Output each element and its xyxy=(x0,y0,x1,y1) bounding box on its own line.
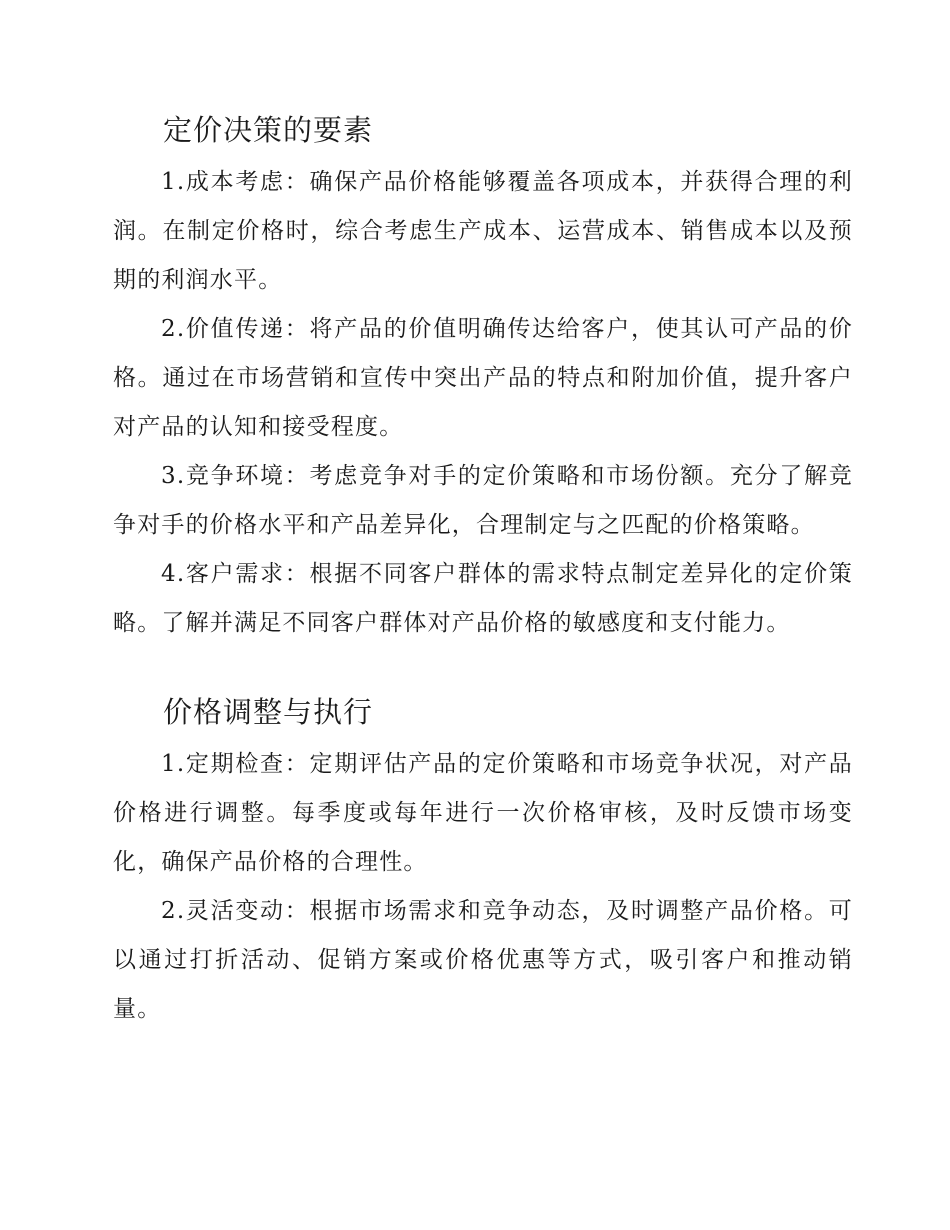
paragraph: 4.客户需求：根据不同客户群体的需求特点制定差异化的定价策略。了解并满足不同客户群体对产品价格的敏感度和支付能力。 xyxy=(113,561,853,636)
section-price-adjustment xyxy=(113,686,853,1034)
paragraph: 3.竞争环境：考虑竞争对手的定价策略和市场份额。充分了解竞争对手的价格水平和产品差异化，合理制定与之匹配的价格策略。 xyxy=(113,463,853,538)
section-heading: 定价决策的要素 xyxy=(163,113,374,147)
section-pricing-factors xyxy=(113,104,853,648)
document-page xyxy=(113,104,853,1034)
section-heading: 价格调整与执行 xyxy=(163,695,374,729)
paragraph: 2.价值传递：将产品的价值明确传达给客户，使其认可产品的价格。通过在市场营销和宣传中突出产品的特点和附加价值，提升客户对产品的认知和接受程度。 xyxy=(113,316,853,440)
paragraph: 1.定期检查：定期评估产品的定价策略和市场竞争状况，对产品价格进行调整。每季度或每年进行一次价格审核，及时反馈市场变化，确保产品价格的合理性。 xyxy=(113,751,853,875)
paragraph: 2.灵活变动：根据市场需求和竞争动态，及时调整产品价格。可以通过打折活动、促销方案或价格优惠等方式，吸引客户和推动销量。 xyxy=(113,898,853,1022)
paragraph: 1.成本考虑：确保产品价格能够覆盖各项成本，并获得合理的利润。在制定价格时，综合考虑生产成本、运营成本、销售成本以及预期的利润水平。 xyxy=(113,169,853,293)
